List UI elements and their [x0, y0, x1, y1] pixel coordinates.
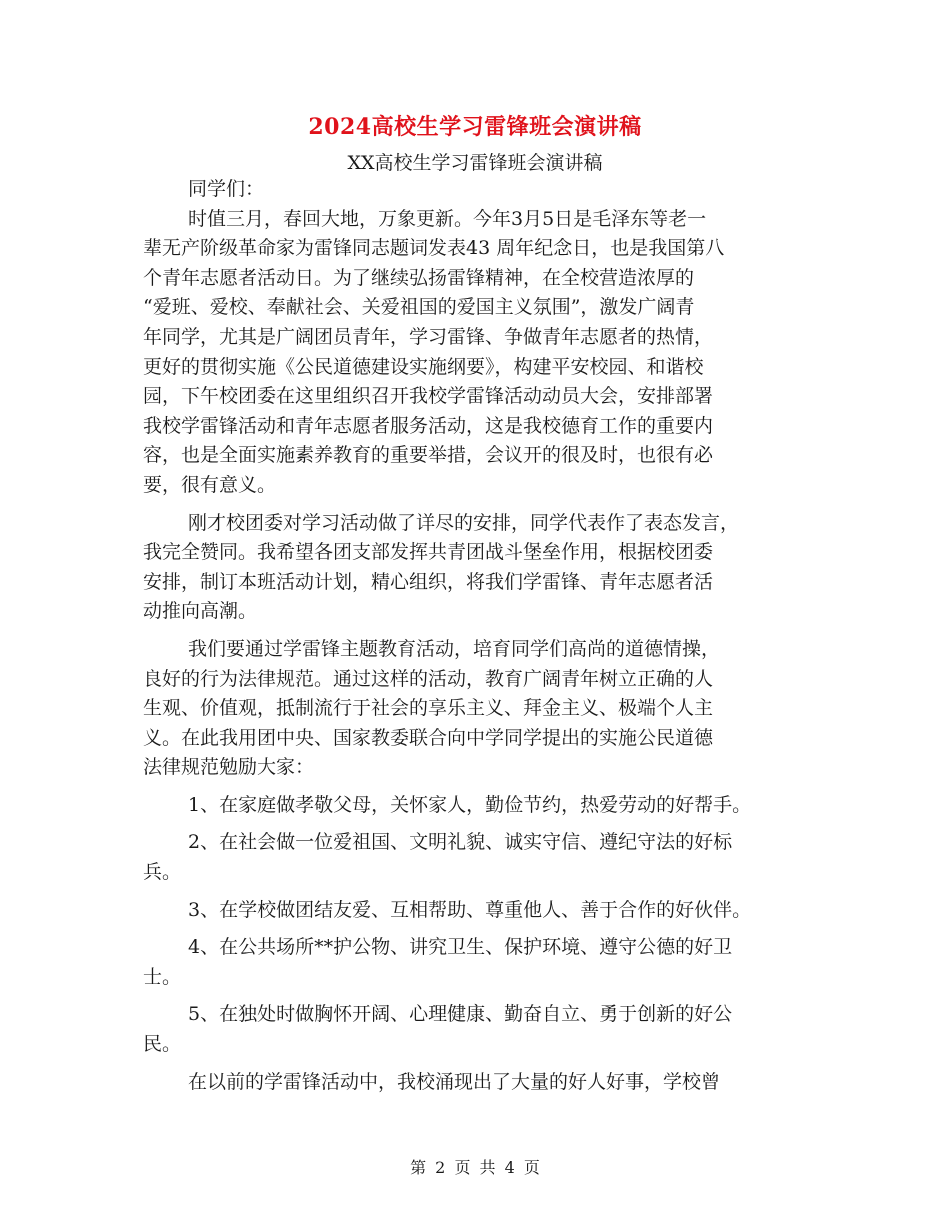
paragraph-line: 在以前的学雷锋活动中，我校涌现出了大量的好人好事，学校曾	[188, 1070, 721, 1093]
paragraph-line: “爱班、爱校、奉献社会、关爱祖国的爱国主义氛围”，激发广阔青	[143, 296, 695, 319]
list-item: 5、在独处时做胸怀开阔、心理健康、勤奋自立、勇于创新的好公	[188, 1003, 733, 1026]
list-item: 2、在社会做一位爱祖国、文明礼貌、诚实守信、遵纪守法的好标	[188, 831, 733, 854]
page-number: 第 2 页 共 4 页	[410, 1158, 540, 1177]
paragraph-line: 时值三月，春回大地，万象更新。今年3月5日是毛泽东等老一	[188, 207, 707, 230]
paragraph-line: 更好的贯彻实施《公民道德建设实施纲要》，构建平安校园、和谐校	[143, 355, 704, 378]
document-subtitle: XX高校生学习雷锋班会演讲稿	[347, 152, 603, 174]
paragraph-line: 刚才校团委对学习活动做了详尽的安排，同学代表作了表态发言，	[188, 511, 740, 534]
paragraph-line: 年同学，尤其是广阔团员青年，学习雷锋、争做青年志愿者的热情，	[143, 325, 714, 348]
paragraph-line: 动推向高潮。	[143, 600, 258, 623]
paragraph-line: 我完全赞同。我希望各团支部发挥共青团战斗堡垒作用，根据校团委	[143, 541, 714, 564]
paragraph-line: 良好的行为法律规范。通过这样的活动，教育广阔青年树立正确的人	[143, 667, 714, 690]
document-body	[143, 175, 833, 1097]
paragraph-line: 我们要通过学雷锋主题教育活动，培育同学们高尚的道德情操，	[188, 637, 721, 660]
document-title: 2024高校生学习雷锋班会演讲稿	[308, 114, 642, 140]
paragraph-line: 园，下午校团委在这里组织召开我校学雷锋活动动员大会，安排部署	[143, 385, 714, 408]
paragraph-line: 生观、价值观，抵制流行于社会的享乐主义、拜金主义、极端个人主	[143, 697, 714, 720]
paragraph-line: 法律规范勉励大家：	[143, 756, 315, 779]
list-item: 4、在公共场所**护公物、讲究卫生、保护环境、遵守公德的好卫	[188, 936, 733, 959]
paragraph-line: 个青年志愿者活动日。为了继续弘扬雷锋精神，在全校营造浓厚的	[143, 266, 695, 289]
paragraph-line: 义。在此我用团中央、国家教委联合向中学同学提出的实施公民道德	[143, 726, 714, 749]
list-item-continuation: 民。	[143, 1033, 182, 1056]
paragraph-line: 容，也是全面实施素养教育的重要举措，会议开的很及时，也很有必	[143, 444, 714, 467]
list-item-continuation: 士。	[143, 965, 182, 988]
list-item-continuation: 兵。	[143, 861, 182, 884]
greeting: 同学们：	[188, 178, 265, 200]
list-item: 1、在家庭做孝敬父母，关怀家人，勤俭节约，热爱劳动的好帮手。	[188, 793, 752, 816]
paragraph-line: 安排，制订本班活动计划，精心组织，将我们学雷锋、青年志愿者活	[143, 570, 714, 593]
paragraph-line: 我校学雷锋活动和青年志愿者服务活动，这是我校德育工作的重要内	[143, 414, 714, 437]
list-item: 3、在学校做团结友爱、互相帮助、尊重他人、善于合作的好伙伴。	[188, 898, 752, 921]
paragraph-line: 要，很有意义。	[143, 473, 277, 496]
paragraph-line: 辈无产阶级革命家为雷锋同志题词发表43 周年纪念日，也是我国第八	[143, 237, 725, 260]
